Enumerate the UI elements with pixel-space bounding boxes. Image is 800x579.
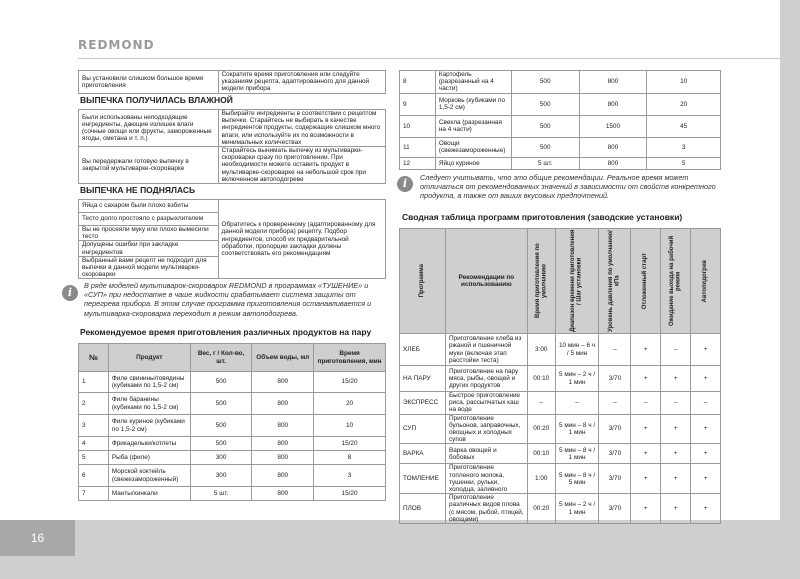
cell: 5 <box>647 157 721 169</box>
cell: 6 <box>79 465 109 487</box>
cell: 3:00 <box>527 334 555 366</box>
cell: + <box>661 414 691 444</box>
cell: Приготовление топленого молока, тушенки, рульки, холодца, заливного <box>445 464 527 494</box>
table-row <box>400 444 721 464</box>
cell: 500 <box>190 415 252 437</box>
cell: 5 мин – 2 ч / 1 мин <box>555 366 599 392</box>
cell: 00:10 <box>527 366 555 392</box>
steam-table <box>78 343 386 501</box>
cell: – <box>661 334 691 366</box>
cell: 800 <box>579 71 647 94</box>
cell: 5 шт. <box>511 157 579 169</box>
cell: 3/70 <box>599 464 631 494</box>
column-header: Диапазон времени приготовления / Шаг установки <box>555 229 599 334</box>
cell: 800 <box>252 465 314 487</box>
table-row <box>400 137 721 157</box>
cell: 800 <box>579 157 647 169</box>
table-row <box>79 147 386 184</box>
section-title-wet: ВЫПЕЧКА ПОЛУЧИЛАСЬ ВЛАЖНОЙ <box>80 95 233 105</box>
cell: 20 <box>647 93 721 115</box>
column-header: Объем воды, мл <box>252 344 314 372</box>
column-header: Ожидание выхода на рабочий режим <box>661 229 691 334</box>
table-row <box>79 393 386 415</box>
solution-cell: Сократите время приготовления или следуйте указаниям рецепта, адаптированного для данной модели прибора <box>218 71 385 94</box>
cell: 3 <box>79 415 109 437</box>
column-header: Время приготовления, мин <box>314 344 386 372</box>
cell: Фрикадельки/котлеты <box>108 437 190 451</box>
cell: 7 <box>79 487 109 501</box>
cell: 20 <box>314 393 386 415</box>
table-row <box>400 464 721 494</box>
section-title-summary: Сводная таблица программ приготовления (заводские установки) <box>402 212 683 222</box>
cell: 3/70 <box>599 366 631 392</box>
cell: Приготовление хлеба из ржаной и пшеничной муки (включая этап расстойки теста) <box>445 334 527 366</box>
cell: 800 <box>579 137 647 157</box>
cell: + <box>631 444 661 464</box>
table-row <box>79 200 386 213</box>
problem-cell: Тесто долго простояло с разрыхлителем <box>79 213 219 226</box>
column-header: Отложенный старт <box>631 229 661 334</box>
page-number: 16 <box>0 520 75 556</box>
problem-cell: Вы установили слишком большое время приготовления <box>79 71 219 94</box>
table-row <box>400 93 721 115</box>
column-header: Продукт <box>108 344 190 372</box>
table-row <box>400 334 721 366</box>
table-row <box>79 437 386 451</box>
table-row <box>400 392 721 415</box>
cell: Рыба (филе) <box>108 451 190 465</box>
note-general: Следует учитывать, что это общие рекомендации. Реальное время может отличаться от рекомендованных значений в зависимости от свойств конкретного продукта, а также от ваших вкусовых предпочтений. <box>420 173 716 201</box>
cell: НА ПАРУ <box>400 366 446 392</box>
cell: Свекла (разрезанная на 4 части) <box>435 115 511 137</box>
solution-cell: Обратитесь к проверенному (адаптированному для данной модели прибора) рецепту. Подбор ингредиентов, способ их предварительной обработки, пропорции закладки должны соответствовать его рекомендациям <box>218 200 385 279</box>
cell: Овощи (свежезамороженные) <box>435 137 511 157</box>
troubleshoot-table-top <box>78 70 386 94</box>
cell: 00:20 <box>527 414 555 444</box>
problem-cell: Выбранный вами рецепт не подходит для выпечки в данной модели мультиварки-скороварки <box>79 256 219 279</box>
column-header: Автоподогрев <box>691 229 721 334</box>
cell: Приготовление бульонов, заправочных, овощных и холодных супов <box>445 414 527 444</box>
cell: 3 <box>314 465 386 487</box>
cell: 2 <box>79 393 109 415</box>
cell: Филе свинины/говядины (кубиками по 1,5-2 см) <box>108 372 190 393</box>
table-row <box>79 110 386 147</box>
cell: ХЛЕБ <box>400 334 446 366</box>
solution-cell: Старайтесь вынимать выпечку из мультиварки-скороварки сразу по приготовлении. При необходимости можете оставить продукт в мультиварке-скороварке на небольшой срок при включенном автоподогреве <box>218 147 385 184</box>
cell: 15/20 <box>314 372 386 393</box>
table-row <box>79 415 386 437</box>
cell: 10 <box>647 71 721 94</box>
section-title-steam: Рекомендуемое время приготовления различных продуктов на пару <box>80 327 372 337</box>
cell: + <box>631 494 661 524</box>
cell: + <box>661 464 691 494</box>
cell: 5 <box>79 451 109 465</box>
column-header: Программа <box>400 229 446 334</box>
cell: 800 <box>252 393 314 415</box>
cell: 500 <box>511 71 579 94</box>
cell: Приготовление различных видов плова (с мясом, рыбой, птицей, овощами) <box>445 494 527 524</box>
cell: Филе куриное (кубиками по 1,5-2 см) <box>108 415 190 437</box>
cell: 500 <box>511 93 579 115</box>
column-header: Рекомендации по использованию <box>445 229 527 334</box>
cell: 11 <box>400 137 436 157</box>
footer-band <box>0 520 800 579</box>
cell: – <box>599 392 631 415</box>
info-icon: i <box>62 285 78 301</box>
table-row <box>400 494 721 524</box>
problem-cell: Вы передержали готовую выпечку в закрытой мультиварке-скороварке <box>79 147 219 184</box>
table-row <box>400 71 721 94</box>
cell: 8 <box>400 71 436 94</box>
cell: 300 <box>190 465 252 487</box>
table-row <box>400 414 721 444</box>
cell: Картофель (разрезанный на 4 части) <box>435 71 511 94</box>
cell: – <box>631 392 661 415</box>
troubleshoot-table-wet <box>78 109 386 184</box>
column-header: Вес, г / Кол-во, шт. <box>190 344 252 372</box>
cell: – <box>599 334 631 366</box>
cell: 3 <box>647 137 721 157</box>
cell: 500 <box>511 115 579 137</box>
cell: 800 <box>252 415 314 437</box>
cell: + <box>661 444 691 464</box>
steam-table-continued <box>399 70 721 170</box>
cell: 800 <box>252 372 314 393</box>
page-edge-tab <box>780 0 800 579</box>
table-row <box>79 465 386 487</box>
programs-summary-table <box>399 228 721 524</box>
brand-logo: REDMOND <box>78 38 155 52</box>
problem-cell: Были использованы неподходящие ингредиенты, дающие излишек влаги (сочные овощи или фрукты, замороженные ягоды, сметана и т. п.) <box>79 110 219 147</box>
cell: Яйцо куриное <box>435 157 511 169</box>
cell: ТОМЛЕНИЕ <box>400 464 446 494</box>
cell: 3/70 <box>599 444 631 464</box>
cell: 00:20 <box>527 494 555 524</box>
cell: 800 <box>252 487 314 501</box>
cell: – <box>661 392 691 415</box>
cell: 00:10 <box>527 444 555 464</box>
cell: 500 <box>190 393 252 415</box>
solution-cell: Выбирайте ингредиенты в соответствии с рецептом выпечки. Старайтесь не выбирать в качестве ингредиентов продукты, содержащие слишком много влаги, или используйте их по возможности в минимальных количествах <box>218 110 385 147</box>
cell: 1:00 <box>527 464 555 494</box>
cell: 10 <box>314 415 386 437</box>
cell: 45 <box>647 115 721 137</box>
cell: 5 мин – 8 ч / 1 мин <box>555 444 599 464</box>
cell: 4 <box>79 437 109 451</box>
cell: 10 мин – 6 ч / 5 мин <box>555 334 599 366</box>
table-header-row <box>400 229 721 334</box>
table-row <box>79 71 386 94</box>
cell: 5 шт. <box>190 487 252 501</box>
cell: ВАРКА <box>400 444 446 464</box>
table-row <box>79 487 386 501</box>
cell: 500 <box>190 437 252 451</box>
table-row <box>79 372 386 393</box>
cell: Филе баранины (кубиками по 1,5-2 см) <box>108 393 190 415</box>
cell: + <box>691 366 721 392</box>
cell: 8 <box>314 451 386 465</box>
cell: – <box>691 392 721 415</box>
column-header: № <box>79 344 109 372</box>
cell: + <box>631 414 661 444</box>
cell: 1500 <box>579 115 647 137</box>
cell: 500 <box>190 372 252 393</box>
info-icon: i <box>397 176 413 192</box>
cell: 5 мин – 8 ч / 1 мин <box>555 414 599 444</box>
cell: + <box>661 494 691 524</box>
cell: 1 <box>79 372 109 393</box>
cell: Морской коктейль (свежезамороженный) <box>108 465 190 487</box>
table-header-row <box>79 344 386 372</box>
table-row <box>79 451 386 465</box>
section-title-rise: ВЫПЕЧКА НЕ ПОДНЯЛАСЬ <box>80 185 196 195</box>
cell: + <box>691 334 721 366</box>
header-divider <box>78 58 786 59</box>
cell: 15/20 <box>314 487 386 501</box>
cell: + <box>631 334 661 366</box>
cell: + <box>691 444 721 464</box>
cell: 800 <box>252 437 314 451</box>
cell: 3/70 <box>599 494 631 524</box>
problem-cell: Вы не просеяли муку или плохо вымесили тесто <box>79 226 219 241</box>
column-header: Время приготовления по умолчанию <box>527 229 555 334</box>
cell: Быстрое приготовление риса, рассыпчатых каш на воде <box>445 392 527 415</box>
cell: ЭКСПРЕСС <box>400 392 446 415</box>
cell: 3/70 <box>599 414 631 444</box>
cell: Приготовление на пару мяса, рыбы, овощей и других продуктов <box>445 366 527 392</box>
cell: + <box>691 414 721 444</box>
cell: 10 <box>400 115 436 137</box>
table-row <box>400 157 721 169</box>
cell: + <box>631 464 661 494</box>
table-row <box>400 366 721 392</box>
cell: + <box>631 366 661 392</box>
cell: 5 мин – 2 ч / 1 мин <box>555 494 599 524</box>
cell: 12 <box>400 157 436 169</box>
cell: 5 мин – 8 ч / 5 мин <box>555 464 599 494</box>
cell: 800 <box>252 451 314 465</box>
cell: Морковь (кубиками по 1,5-2 см) <box>435 93 511 115</box>
problem-cell: Допущены ошибки при закладке ингредиентов <box>79 241 219 256</box>
column-header: Уровень давления по умолчанию/кПа <box>599 229 631 334</box>
cell: Манты/хинкали <box>108 487 190 501</box>
cell: + <box>691 464 721 494</box>
cell: 9 <box>400 93 436 115</box>
cell: 15/20 <box>314 437 386 451</box>
table-row <box>400 115 721 137</box>
problem-cell: Яйца с сахаром были плохо взбиты <box>79 200 219 213</box>
cell: СУП <box>400 414 446 444</box>
troubleshoot-table-rise <box>78 199 386 279</box>
cell: – <box>555 392 599 415</box>
cell: + <box>661 366 691 392</box>
cell: – <box>527 392 555 415</box>
cell: 500 <box>511 137 579 157</box>
note-overheat: В ряде моделей мультиварок-скороварок REDMOND в программах «ТУШЕНИЕ» и «СУП» при недостатке в чаше жидкости срабатывает система защиты от перегрева прибора. В этом случае программа приготовления останавливается и мультиварка-скороварка переходит в режим автоподогрева. <box>84 281 372 318</box>
cell: + <box>691 494 721 524</box>
cell: 300 <box>190 451 252 465</box>
cell: Варка овощей и бобовых <box>445 444 527 464</box>
cell: ПЛОВ <box>400 494 446 524</box>
cell: 800 <box>579 93 647 115</box>
